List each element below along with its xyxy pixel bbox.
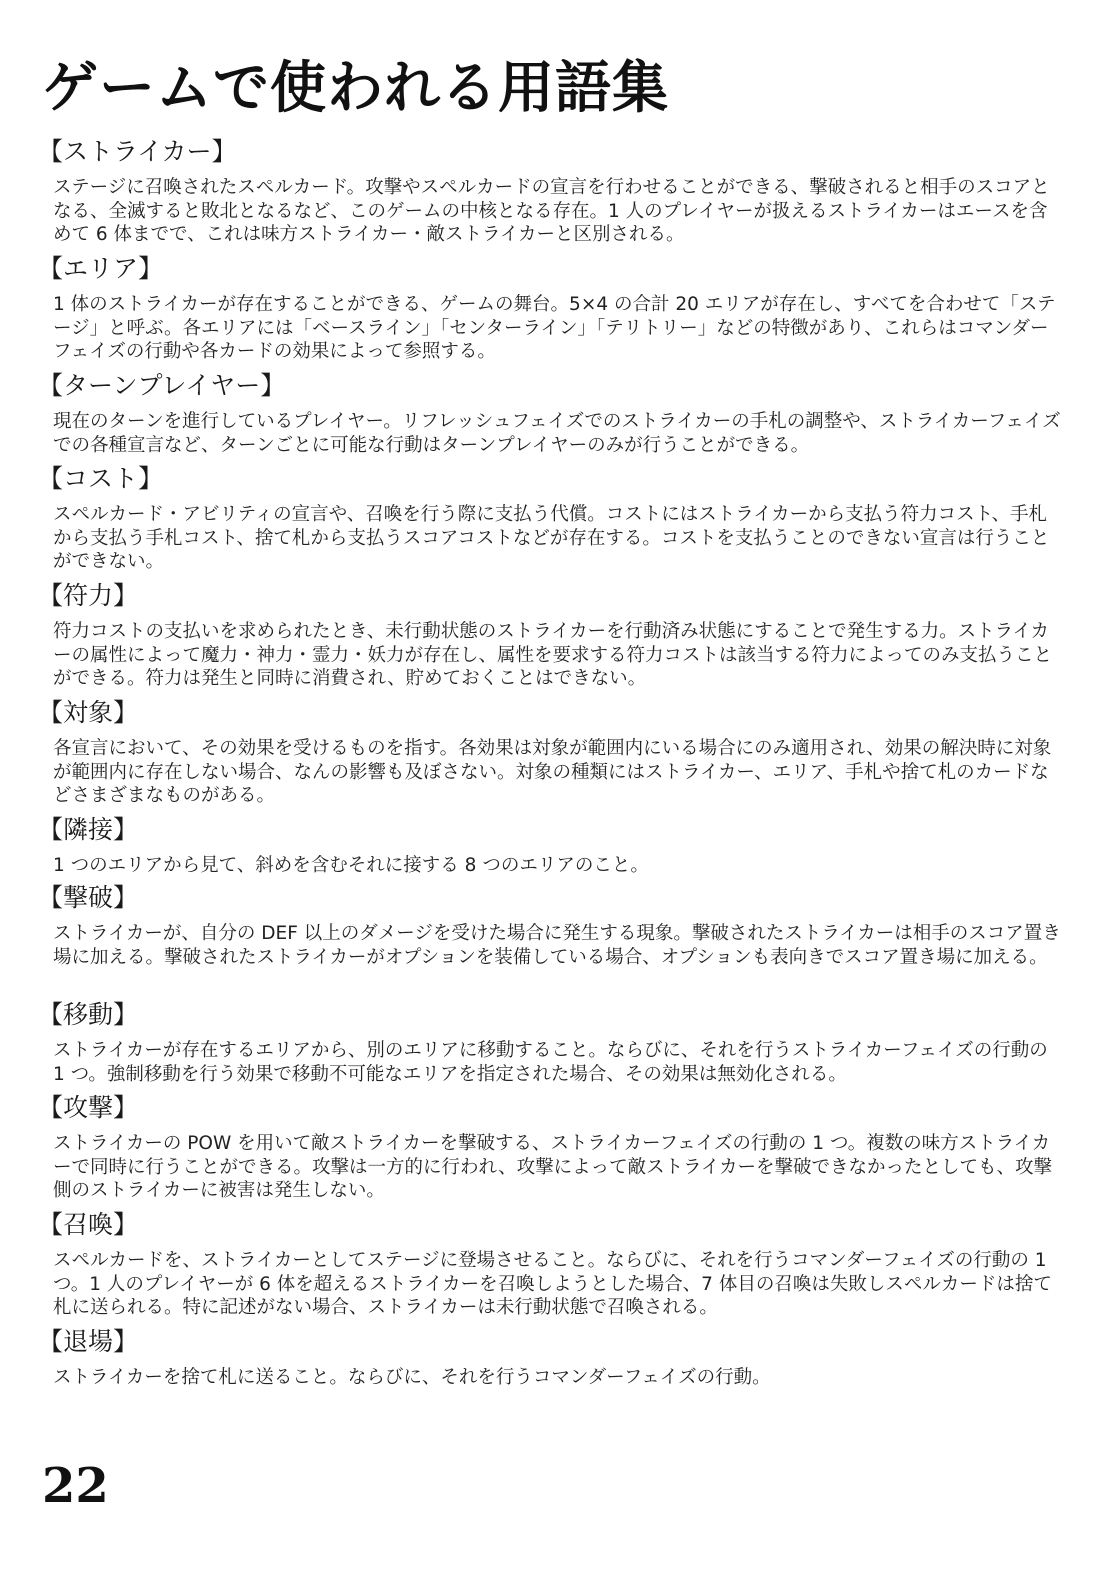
entry-term: 【対象】 — [38, 698, 139, 727]
entry-term: 【撃破】 — [38, 883, 139, 912]
page-title: ゲームで使われる用語集 — [42, 55, 669, 121]
entry-description: 1 つのエリアから見て、斜めを含むそれに接する 8 つのエリアのこと。 — [53, 855, 649, 876]
entry-description: 符力コストの支払いを求められたとき、未行動状態のストライカーを行動済み状態にすることで発生する力。ストライカーの属性によって魔力・神力・霊力・妖力が存在し、属性を要求する符力コストは該当する符力によってのみ支払うことができる。符力は発生と同時に消費され、貯めておくことはできない。 — [53, 621, 1053, 689]
entry-description: ストライカーが存在するエリアから、別のエリアに移動すること。ならびに、それを行うストライカーフェイズの行動の 1 つ。強制移動を行う効果で移動不可能なエリアを指定された場合、その効果は無効化される。 — [53, 1040, 1048, 1085]
entry-term: 【召喚】 — [38, 1210, 139, 1239]
glossary-entry-leave — [0, 1322, 1111, 1390]
entry-term: 【エリア】 — [38, 254, 164, 283]
glossary-entry-move — [0, 995, 1111, 1088]
entry-term: 【コスト】 — [38, 464, 164, 493]
glossary-entry-summon — [0, 1205, 1111, 1322]
glossary-entry-fuuryoku — [0, 576, 1111, 693]
entry-term: 【隣接】 — [38, 815, 139, 844]
entry-description: ストライカーが、自分の DEF 以上のダメージを受けた場合に発生する現象。撃破されたストライカーは相手のスコア置き場に加える。撃破されたストライカーがオプションを装備している場合、オプションも表向きでスコア置き場に加える。 — [53, 923, 1061, 968]
entry-description: ストライカーの POW を用いて敵ストライカーを撃破する、ストライカーフェイズの行動の 1 つ。複数の味方ストライカーで同時に行うことができる。攻撃は一方的に行われ、攻撃によって敵ストライカーを撃破できなかったとしても、攻撃側のストライカーに被害は発生しない。 — [53, 1133, 1053, 1201]
entry-term: 【ターンプレイヤー】 — [38, 371, 286, 400]
glossary-entry-target — [0, 693, 1111, 810]
entry-term: 【攻撃】 — [38, 1093, 139, 1122]
page-number: 22 — [42, 1458, 109, 1514]
entry-description: 現在のターンを進行しているプレイヤー。リフレッシュフェイズでのストライカーの手札の調整や、ストライカーフェイズでの各種宣言など、ターンごとに可能な行動はターンプレイヤーのみが行うことができる。 — [53, 411, 1061, 456]
glossary-entry-adjacent — [0, 810, 1111, 878]
glossary-entry-destroy — [0, 878, 1111, 995]
glossary-entry-turn-player — [0, 366, 1111, 459]
glossary-entry-striker — [0, 132, 1111, 249]
entry-term: 【符力】 — [38, 581, 139, 610]
entry-description: スペルカードを、ストライカーとしてステージに登場させること。ならびに、それを行うコマンダーフェイズの行動の 1 つ。1 人のプレイヤーが 6 体を超えるストライカーを召喚しようとした場合、7 体目の召喚は失敗しスペルカードは捨て札に送られる。特に記述がない場合、ストライカーは未行動状態で召喚される。 — [53, 1250, 1052, 1318]
glossary-list — [0, 132, 1111, 1390]
entry-description: ステージに召喚されたスペルカード。攻撃やスペルカードの宣言を行わせることができる、撃破されると相手のスコアとなる、全滅すると敗北となるなど、このゲームの中核となる存在。1 人のプレイヤーが扱えるストライカーはエースを含めて 6 体までで、これは味方ストライカー・敵ストライカーと区別される。 — [53, 177, 1050, 245]
entry-description: スペルカード・アビリティの宣言や、召喚を行う際に支払う代償。コストにはストライカーから支払う符力コスト、手札から支払う手札コスト、捨て札から支払うスコアコストなどが存在する。コストを支払うことのできない宣言は行うことができない。 — [53, 504, 1050, 572]
entry-term: 【退場】 — [38, 1327, 139, 1356]
entry-description: 1 体のストライカーが存在することができる、ゲームの舞台。5×4 の合計 20 エリアが存在し、すべてを合わせて「ステージ」と呼ぶ。各エリアには「ベースライン」「センターライン」「テリトリー」などの特徴があり、これらはコマンダーフェイズの行動や各カードの効果によって参照する。 — [53, 294, 1056, 362]
glossary-entry-cost — [0, 459, 1111, 576]
entry-description: ストライカーを捨て札に送ること。ならびに、それを行うコマンダーフェイズの行動。 — [53, 1367, 771, 1388]
glossary-entry-attack — [0, 1088, 1111, 1205]
glossary-entry-area — [0, 249, 1111, 366]
entry-description: 各宣言において、その効果を受けるものを指す。各効果は対象が範囲内にいる場合にのみ適用され、効果の解決時に対象が範囲内に存在しない場合、なんの影響も及ぼさない。対象の種類にはストライカー、エリア、手札や捨て札のカードなどさまざまなものがある。 — [53, 738, 1052, 806]
entry-term: 【ストライカー】 — [38, 137, 237, 166]
entry-term: 【移動】 — [38, 1000, 139, 1029]
